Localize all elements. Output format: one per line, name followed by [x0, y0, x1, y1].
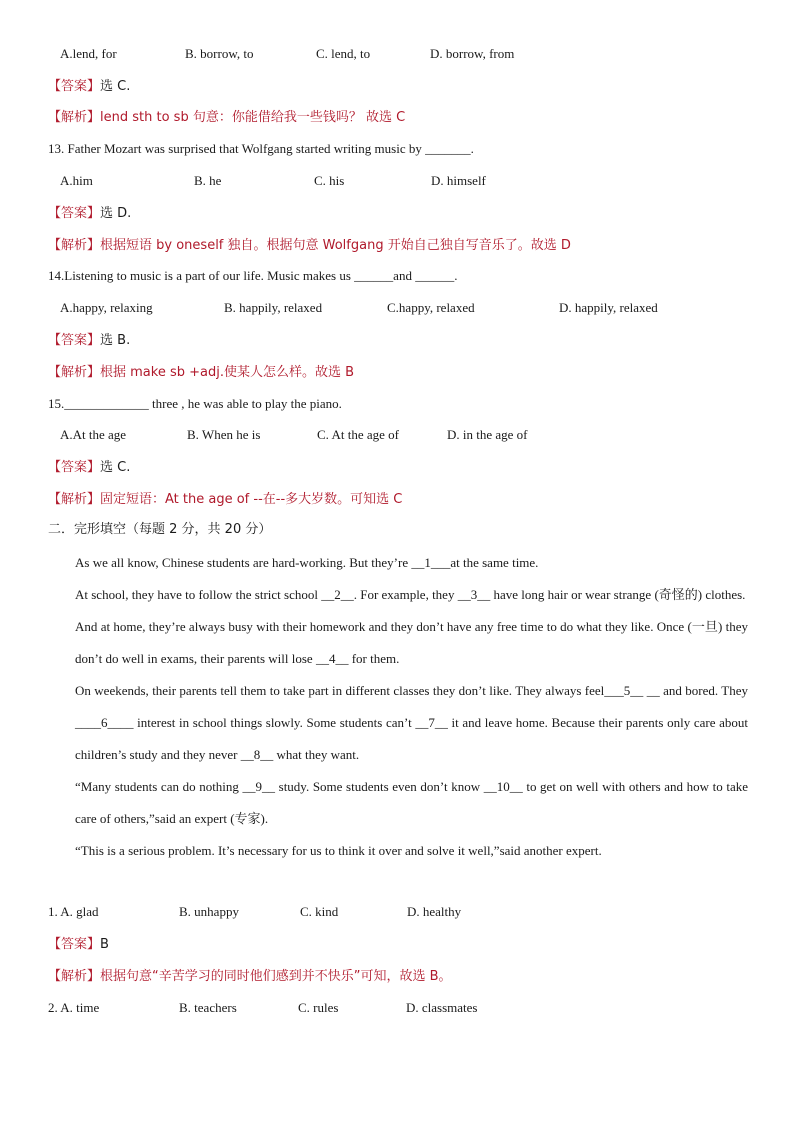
answer-14 — [48, 331, 748, 350]
passage-paragraph: “Many students can do nothing __9__ study. Some students even don’t know __10__ to get on well with others and how to take care of others,”said an expert (专家). — [75, 779, 748, 826]
option-b: B. he — [194, 173, 222, 188]
explanation-14 — [48, 363, 748, 382]
option-d: D. himself — [431, 173, 486, 188]
explanation-tag: 【解析】 — [48, 365, 101, 380]
option-a: A.happy, relaxing — [60, 300, 153, 315]
cloze-passage — [48, 547, 748, 867]
answer-tag: 【答案】 — [48, 206, 101, 221]
option-b: B. borrow, to — [185, 46, 254, 61]
explanation-tag: 【解析】 — [48, 238, 101, 253]
answer-tag: 【答案】 — [48, 79, 101, 94]
passage-paragraph: On weekends, their parents tell them to take part in different classes they don’t like. They always feel___5__ __ and bored. They ____6____ interest in school things slowly. Some students can’t __7__ it and leave home. Because their parents only care about children’s study and they never __8__ what they want. — [75, 683, 748, 762]
answer-15 — [48, 458, 748, 477]
option-d: D. in the age of — [447, 427, 528, 442]
question-15: 15._____________ three , he was able to play the piano. — [48, 396, 342, 411]
question-14-options — [48, 299, 748, 317]
answer-text: 选 C. — [100, 79, 131, 94]
question-15-options — [48, 426, 748, 444]
option-d: D. classmates — [406, 1000, 478, 1015]
answer-tag: 【答案】 — [48, 937, 101, 952]
explanation-tag: 【解析】 — [48, 492, 101, 507]
cloze-1-explanation — [48, 967, 748, 986]
passage-paragraph: At school, they have to follow the strict school __2__. For example, they __3__ have long hair or wear strange (奇怪的) clothes. — [75, 587, 746, 602]
option-c: C. kind — [300, 904, 339, 919]
answer-text: 选 D. — [100, 206, 132, 221]
answer-text: 选 C. — [100, 460, 131, 475]
explanation-text: 根据句意“辛苦学习的同时他们感到并不快乐”可知，故选 B。 — [100, 969, 452, 984]
option-c: C. At the age of — [317, 427, 399, 442]
explanation-13 — [48, 236, 748, 255]
option-d: D. healthy — [407, 904, 462, 919]
question-14: 14.Listening to music is a part of our life. Music makes us ______and ______. — [48, 268, 458, 283]
section-title: 二．完形填空（每题 2 分，共 20 分） — [48, 522, 272, 537]
explanation-tag: 【解析】 — [48, 969, 101, 984]
option-b: B. teachers — [179, 1000, 237, 1015]
explanation-tag: 【解析】 — [48, 110, 101, 125]
option-c: C. his — [314, 173, 345, 188]
question-12-options — [48, 45, 748, 63]
option-a: A.him — [60, 173, 93, 188]
explanation-12 — [48, 108, 748, 127]
cloze-2-options — [48, 999, 748, 1017]
option-d: D. borrow, from — [430, 46, 515, 61]
explanation-text: lend sth to sb 句意：你能借给我一些钱吗？ 故选 C — [100, 110, 406, 125]
answer-13 — [48, 204, 748, 223]
answer-text: B — [100, 937, 109, 952]
explanation-text: 根据 make sb +adj.使某人怎么样。故选 B — [100, 365, 355, 380]
option-a: 1. A. glad — [48, 904, 99, 919]
option-b: B. happily, relaxed — [224, 300, 323, 315]
option-a: A.At the age — [60, 427, 127, 442]
explanation-15 — [48, 490, 748, 509]
answer-text: 选 B. — [100, 333, 131, 348]
explanation-text: 固定短语：At the age of --在--多大岁数。可知选 C — [100, 492, 403, 507]
answer-12 — [48, 77, 748, 96]
option-c: C. lend, to — [316, 46, 371, 61]
question-13: 13. Father Mozart was surprised that Wolfgang started writing music by _______. — [48, 141, 474, 156]
option-a: 2. A. time — [48, 1000, 100, 1015]
explanation-text: 根据短语 by oneself 独自。根据句意 Wolfgang 开始自己独自写音乐了。故选 D — [100, 238, 571, 253]
option-c: C.happy, relaxed — [387, 300, 475, 315]
passage-paragraph: And at home, they’re always busy with their homework and they don’t have any free time to do what they like. Once (一旦) they don’t do well in exams, their parents will lose __4__ for them. — [75, 619, 748, 666]
option-c: C. rules — [298, 1000, 339, 1015]
passage-paragraph: “This is a serious problem. It’s necessary for us to think it over and solve it well,”said another expert. — [75, 843, 602, 858]
option-d: D. happily, relaxed — [559, 300, 658, 315]
passage-paragraph: As we all know, Chinese students are hard-working. But they’re __1___at the same time. — [75, 555, 539, 570]
question-13-options — [48, 172, 748, 190]
answer-tag: 【答案】 — [48, 460, 101, 475]
cloze-1-answer — [48, 935, 748, 954]
option-a: A.lend, for — [60, 46, 117, 61]
option-b: B. unhappy — [179, 904, 239, 919]
option-b: B. When he is — [187, 427, 261, 442]
answer-tag: 【答案】 — [48, 333, 101, 348]
cloze-1-options — [48, 903, 748, 921]
